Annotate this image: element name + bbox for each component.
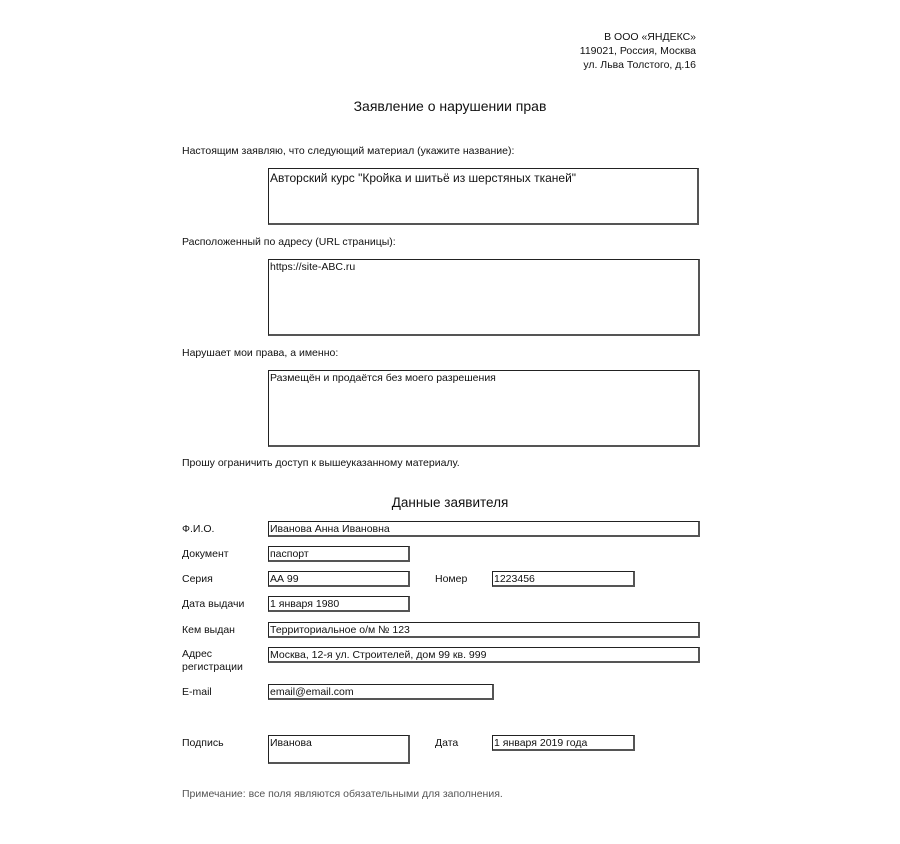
signature-label: Подпись [182,737,224,749]
fio-field[interactable]: Иванова Анна Ивановна [268,521,700,537]
signature-field[interactable]: Иванова [268,735,410,764]
material-label: Настоящим заявляю, что следующий материал (укажите название): [182,145,515,157]
url-field[interactable]: https://site-ABC.ru [268,259,700,336]
issue-date-label: Дата выдачи [182,598,245,610]
violation-label: Нарушает мои права, а именно: [182,347,339,359]
document-label: Документ [182,548,229,560]
addressee-line-2: 119021, Россия, Москва [579,45,696,57]
footnote: Примечание: все поля являются обязательными для заполнения. [182,788,503,800]
address-label-line-2: регистрации [182,661,243,673]
date-label: Дата [435,737,459,749]
issued-by-label: Кем выдан [182,624,235,636]
addressee-line-3: ул. Льва Толстого, д.16 [583,59,696,71]
date-field[interactable]: 1 января 2019 года [492,735,635,751]
series-label: Серия [182,573,213,585]
email-field[interactable]: email@email.com [268,684,494,700]
request-text: Прошу ограничить доступ к вышеуказанному материалу. [182,457,460,469]
number-label: Номер [435,573,468,585]
fio-label: Ф.И.О. [182,523,215,535]
url-label: Расположенный по адресу (URL страницы): [182,236,396,248]
email-label: E-mail [182,686,212,698]
applicant-heading: Данные заявителя [391,495,509,510]
issue-date-field[interactable]: 1 января 1980 [268,596,410,612]
address-field[interactable]: Москва, 12-я ул. Строителей, дом 99 кв. 999 [268,647,700,663]
series-field[interactable]: АА 99 [268,571,410,587]
number-field[interactable]: 1223456 [492,571,635,587]
document-field[interactable]: паспорт [268,546,410,562]
issued-by-field[interactable]: Территориальное о/м № 123 [268,622,700,638]
address-label [182,648,243,674]
material-field[interactable]: Авторский курс "Кройка и шитьё из шерстяных тканей" [268,168,699,225]
document-title: Заявление о нарушении прав [353,98,547,114]
addressee-block [580,30,696,72]
addressee-line-1: В ООО «ЯНДЕКС» [604,31,696,43]
violation-field[interactable]: Размещён и продаётся без моего разрешения [268,370,700,447]
address-label-line-1: Адрес [182,648,213,660]
